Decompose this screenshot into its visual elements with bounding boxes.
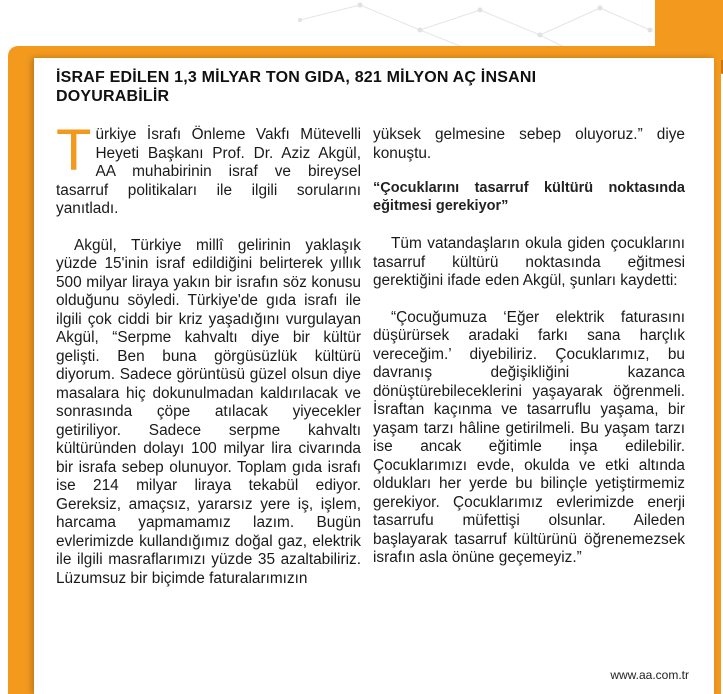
spacer <box>373 215 685 235</box>
source-credit: www.aa.com.tr <box>610 668 689 682</box>
lead-paragraph <box>56 118 361 219</box>
right-column <box>373 126 685 568</box>
body-paragraph-2: yüksek gelmesine sebep oluyoruz.” diye konuştu. <box>373 126 685 162</box>
spacer <box>56 219 361 237</box>
body-paragraph-1: Akgül, Türkiye millî gelirinin yaklaşık yüzde 15'inin israf edildiğini belirterek yıllık 500 milyar liraya yakın bir israfın söz konusu olduğunu söyledi. Türkiye'de gıda israfı ile ilgili çok ciddi bir kriz yaşadığını vurgulayan Akgül, “Serpme kahvaltı diye bir kültür gelişti. Ben buna görgüsüzlük kültürü diyorum. Sadece görüntüsü güzel olsun diye masalara hiç dokunulmadan kaldırılacak ve sonrasında çöpe atılacak yiyecekler getiriliyor. Sadece serpme kahvaltı kültüründen dolayı 100 milyar lira civarında bir israfa sebep olunuyor. Toplam gıda israfı ise 214 milyar liraya tekabül ediyor. Gereksiz, amaçsız, yararsız yere iş, işlem, harcama yapmamamız lazım. Bugün evlerimizde kullandığımız doğal gaz, elektrik ile ilgili masraflarımızı yüzde 35 azaltabiliriz. Lüzumsuz bir biçimde faturalarımızın <box>56 236 361 587</box>
spacer <box>373 291 685 309</box>
article-title: İSRAF EDİLEN 1,3 MİLYAR TON GIDA, 821 MİLYON AÇ İNSANI DOYURABİLİR <box>56 69 537 105</box>
drop-cap: T <box>56 118 92 183</box>
lead-text: ürkiye İsrafı Önleme Vakfı Mütevelli Heyeti Başkanı Prof. Dr. Aziz Akgül, AA muhabirinin israf ve bireysel tasarruf politikaları ile ilgili sorularını yanıtladı. <box>56 126 361 217</box>
quote-paragraph: “Çocuğumuza ‘Eğer elektrik faturasını düşürürsek aradaki farkı sana harçlık vereceğim.’ diyebiliriz. Çocuklarımız, bu davranış değişikliğini kazanca dönüştürebileceklerini yaşayarak öğrenmeli. İsraftan kaçınma ve tasarruflu yaşama, bir yaşam tarzı hâline getirilmeli. Bu yaşam tarzı ise ancak eğitimle inşa edilebilir. Çocuklarımızı evde, okulda ve etki altında oldukları her yerde bu bilinçle yetiştirmemiz gerekiyor. Çocuklarımız evlerimizde enerji tasarrufu müfettişi olsunlar. Aileden başlayarak tasarruf kültürünü öğrenemezsek israfın asla önüne geçemeyiz.” <box>373 308 685 566</box>
left-column <box>56 118 361 588</box>
spacer <box>373 163 685 179</box>
subheading: “Çocuklarını tasarruf kültürü noktasında eğitmesi gerekiyor” <box>373 180 685 214</box>
body-paragraph-3: Tüm vatandaşların okula giden çocuklarını tasarruf kültürü noktasında eğitmesi gerektiğini ifade eden Akgül, şunları kaydetti: <box>373 235 685 289</box>
